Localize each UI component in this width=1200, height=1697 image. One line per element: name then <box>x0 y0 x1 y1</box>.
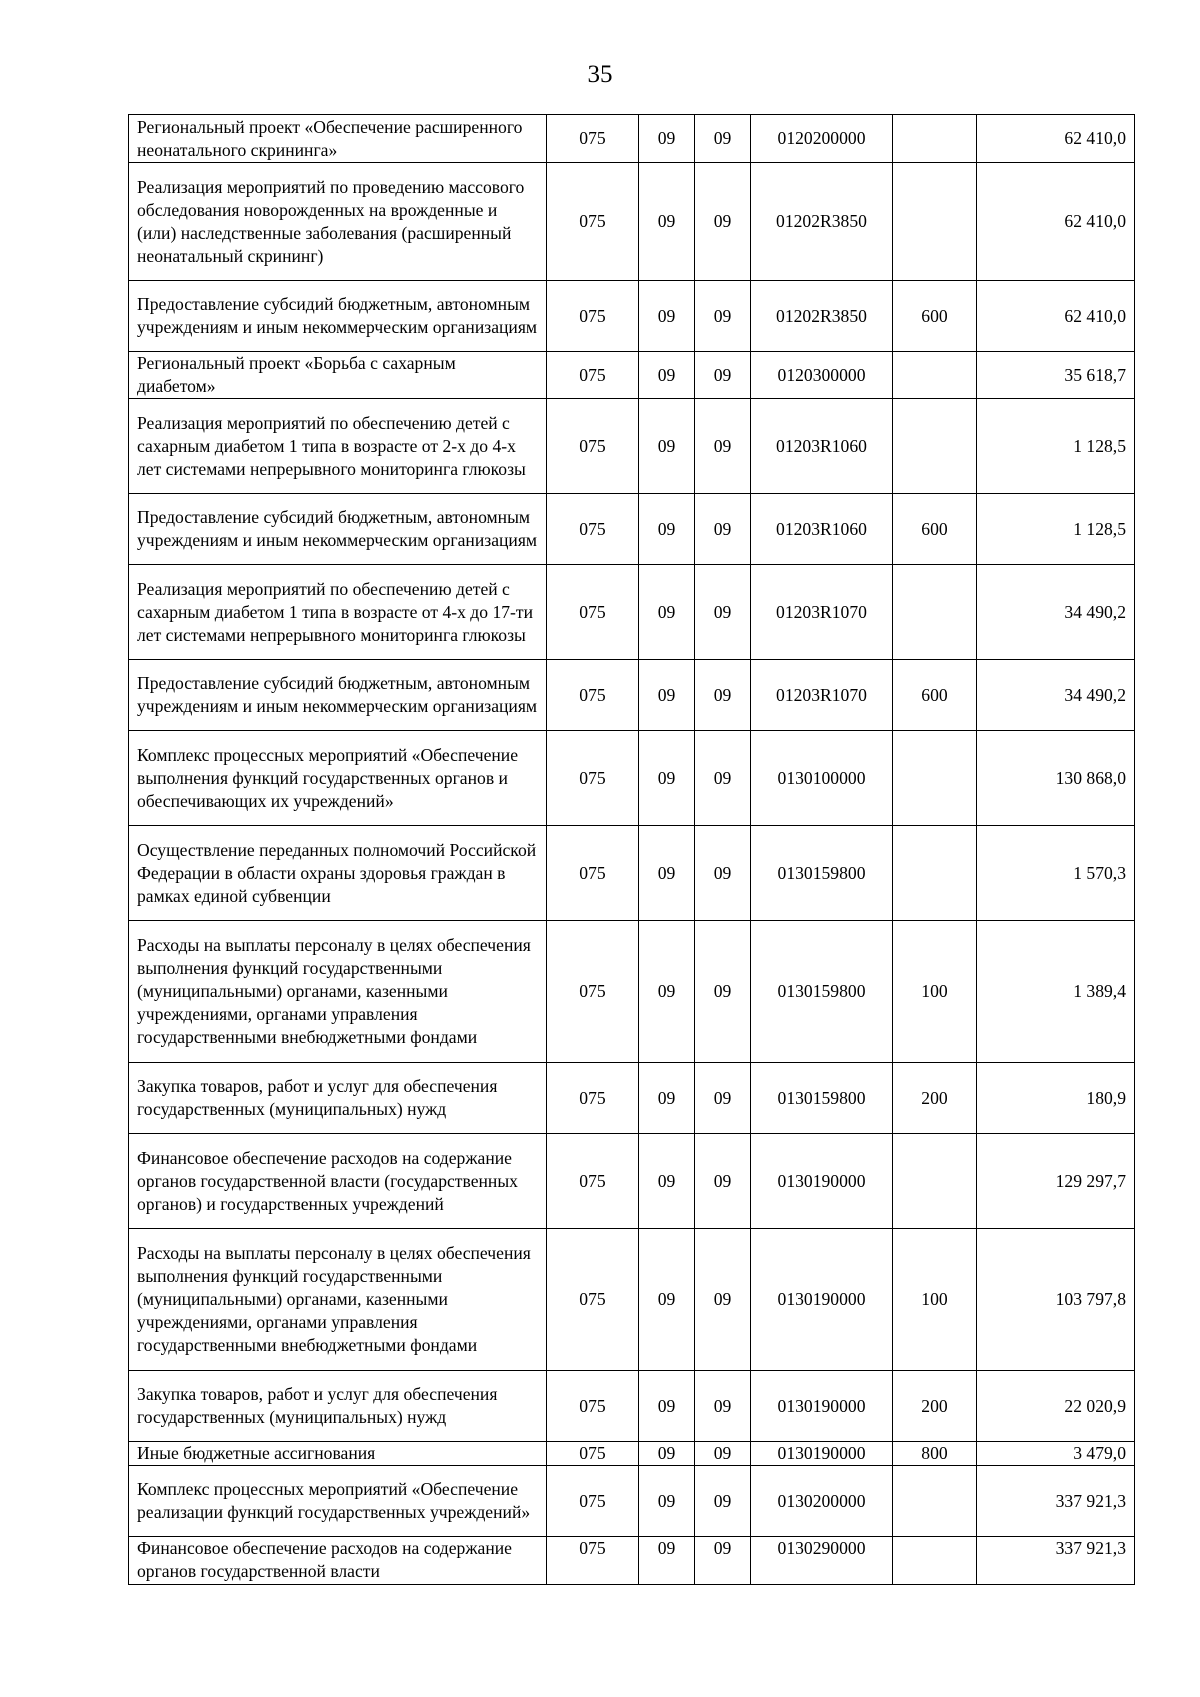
table-row <box>129 115 1135 163</box>
table-row <box>129 494 1135 565</box>
grbs-code-cell: 075 <box>547 1229 639 1371</box>
amount-cell: 103 797,8 <box>977 1229 1135 1371</box>
subsection-code-cell: 09 <box>695 281 751 352</box>
target-article-cell: 0120200000 <box>751 115 893 163</box>
grbs-code-cell: 075 <box>547 399 639 494</box>
expense-name-cell: Региональный проект «Борьба с сахарным диабетом» <box>129 352 547 399</box>
budget-table-body <box>129 115 1135 1585</box>
subsection-code-cell: 09 <box>695 1229 751 1371</box>
target-article-cell: 0130190000 <box>751 1442 893 1466</box>
expense-name-cell: Реализация мероприятий по обеспечению детей с сахарным диабетом 1 типа в возрасте от 4-х до 17-ти лет системами непрерывного мониторинга глюкозы <box>129 565 547 660</box>
subsection-code-cell: 09 <box>695 1134 751 1229</box>
amount-cell: 1 128,5 <box>977 399 1135 494</box>
target-article-cell: 0130200000 <box>751 1466 893 1537</box>
expense-name-cell: Закупка товаров, работ и услуг для обеспечения государственных (муниципальных) нужд <box>129 1371 547 1442</box>
expense-name-cell: Реализация мероприятий по обеспечению детей с сахарным диабетом 1 типа в возрасте от 2-х до 4-х лет системами непрерывного мониторинга глюкозы <box>129 399 547 494</box>
target-article-cell: 0130100000 <box>751 731 893 826</box>
grbs-code-cell: 075 <box>547 1466 639 1537</box>
expense-name-cell: Осуществление переданных полномочий Российской Федерации в области охраны здоровья граждан в рамках единой субвенции <box>129 826 547 921</box>
table-row <box>129 1466 1135 1537</box>
expense-name-cell: Предоставление субсидий бюджетным, автономным учреждениям и иным некоммерческим организациям <box>129 281 547 352</box>
target-article-cell: 0130190000 <box>751 1134 893 1229</box>
expense-type-cell: 100 <box>893 921 977 1063</box>
section-code-cell: 09 <box>639 1063 695 1134</box>
subsection-code-cell: 09 <box>695 1371 751 1442</box>
grbs-code-cell: 075 <box>547 281 639 352</box>
subsection-code-cell: 09 <box>695 163 751 281</box>
expense-type-cell <box>893 826 977 921</box>
target-article-cell: 01203R1060 <box>751 399 893 494</box>
table-row <box>129 163 1135 281</box>
grbs-code-cell: 075 <box>547 352 639 399</box>
section-code-cell: 09 <box>639 352 695 399</box>
expense-name-cell: Реализация мероприятий по проведению массового обследования новорожденных на врожденные и (или) наследственные заболевания (расширенный неонатальный скрининг) <box>129 163 547 281</box>
section-code-cell: 09 <box>639 921 695 1063</box>
amount-cell: 62 410,0 <box>977 281 1135 352</box>
expense-name-cell: Комплекс процессных мероприятий «Обеспечение выполнения функций государственных органов и обеспечивающих их учреждений» <box>129 731 547 826</box>
table-row <box>129 921 1135 1063</box>
expense-name-cell: Комплекс процессных мероприятий «Обеспечение реализации функций государственных учреждений» <box>129 1466 547 1537</box>
grbs-code-cell: 075 <box>547 494 639 565</box>
subsection-code-cell: 09 <box>695 352 751 399</box>
section-code-cell: 09 <box>639 565 695 660</box>
table-row <box>129 281 1135 352</box>
subsection-code-cell: 09 <box>695 399 751 494</box>
expense-name-cell: Закупка товаров, работ и услуг для обеспечения государственных (муниципальных) нужд <box>129 1063 547 1134</box>
amount-cell: 130 868,0 <box>977 731 1135 826</box>
subsection-code-cell: 09 <box>695 826 751 921</box>
grbs-code-cell: 075 <box>547 115 639 163</box>
section-code-cell: 09 <box>639 660 695 731</box>
target-article-cell: 01203R1060 <box>751 494 893 565</box>
subsection-code-cell: 09 <box>695 494 751 565</box>
grbs-code-cell: 075 <box>547 1371 639 1442</box>
expense-type-cell <box>893 731 977 826</box>
table-row <box>129 1063 1135 1134</box>
table-row <box>129 660 1135 731</box>
table-row <box>129 565 1135 660</box>
table-row <box>129 826 1135 921</box>
target-article-cell: 0130290000 <box>751 1537 893 1585</box>
expense-name-cell: Финансовое обеспечение расходов на содержание органов государственной власти (государственных органов) и государственных учреждений <box>129 1134 547 1229</box>
table-row <box>129 1229 1135 1371</box>
amount-cell: 129 297,7 <box>977 1134 1135 1229</box>
amount-cell: 1 570,3 <box>977 826 1135 921</box>
target-article-cell: 0130190000 <box>751 1229 893 1371</box>
subsection-code-cell: 09 <box>695 565 751 660</box>
expense-name-cell: Предоставление субсидий бюджетным, автономным учреждениям и иным некоммерческим организациям <box>129 660 547 731</box>
expense-name-cell: Иные бюджетные ассигнования <box>129 1442 547 1466</box>
expense-type-cell <box>893 352 977 399</box>
expense-name-cell: Финансовое обеспечение расходов на содержание органов государственной власти <box>129 1537 547 1585</box>
target-article-cell: 0130190000 <box>751 1371 893 1442</box>
target-article-cell: 0130159800 <box>751 921 893 1063</box>
subsection-code-cell: 09 <box>695 1442 751 1466</box>
section-code-cell: 09 <box>639 1442 695 1466</box>
section-code-cell: 09 <box>639 1371 695 1442</box>
section-code-cell: 09 <box>639 1134 695 1229</box>
section-code-cell: 09 <box>639 494 695 565</box>
section-code-cell: 09 <box>639 1466 695 1537</box>
grbs-code-cell: 075 <box>547 921 639 1063</box>
amount-cell: 34 490,2 <box>977 660 1135 731</box>
grbs-code-cell: 075 <box>547 826 639 921</box>
expense-type-cell: 200 <box>893 1371 977 1442</box>
amount-cell: 1 389,4 <box>977 921 1135 1063</box>
amount-cell: 337 921,3 <box>977 1537 1135 1585</box>
expense-type-cell <box>893 1466 977 1537</box>
expense-type-cell <box>893 399 977 494</box>
expense-type-cell: 600 <box>893 494 977 565</box>
subsection-code-cell: 09 <box>695 1466 751 1537</box>
amount-cell: 180,9 <box>977 1063 1135 1134</box>
section-code-cell: 09 <box>639 1229 695 1371</box>
budget-table <box>128 114 1135 1585</box>
subsection-code-cell: 09 <box>695 115 751 163</box>
section-code-cell: 09 <box>639 826 695 921</box>
expense-name-cell: Региональный проект «Обеспечение расширенного неонатального скрининга» <box>129 115 547 163</box>
expense-name-cell: Расходы на выплаты персоналу в целях обеспечения выполнения функций государственными (муниципальными) органами, казенными учреждениями, органами управления государственными внебюджетными фондами <box>129 921 547 1063</box>
page-number: 35 <box>587 61 613 88</box>
expense-type-cell: 600 <box>893 281 977 352</box>
grbs-code-cell: 075 <box>547 1537 639 1585</box>
section-code-cell: 09 <box>639 399 695 494</box>
grbs-code-cell: 075 <box>547 660 639 731</box>
subsection-code-cell: 09 <box>695 921 751 1063</box>
expense-type-cell: 200 <box>893 1063 977 1134</box>
target-article-cell: 01203R1070 <box>751 660 893 731</box>
section-code-cell: 09 <box>639 115 695 163</box>
table-row <box>129 1371 1135 1442</box>
grbs-code-cell: 075 <box>547 731 639 826</box>
target-article-cell: 0120300000 <box>751 352 893 399</box>
amount-cell: 62 410,0 <box>977 163 1135 281</box>
grbs-code-cell: 075 <box>547 565 639 660</box>
expense-name-cell: Расходы на выплаты персоналу в целях обеспечения выполнения функций государственными (муниципальными) органами, казенными учреждениями, органами управления государственными внебюджетными фондами <box>129 1229 547 1371</box>
table-row <box>129 399 1135 494</box>
grbs-code-cell: 075 <box>547 1063 639 1134</box>
amount-cell: 3 479,0 <box>977 1442 1135 1466</box>
amount-cell: 337 921,3 <box>977 1466 1135 1537</box>
amount-cell: 22 020,9 <box>977 1371 1135 1442</box>
grbs-code-cell: 075 <box>547 163 639 281</box>
expense-type-cell <box>893 1537 977 1585</box>
section-code-cell: 09 <box>639 1537 695 1585</box>
target-article-cell: 01202R3850 <box>751 281 893 352</box>
expense-type-cell <box>893 115 977 163</box>
expense-name-cell: Предоставление субсидий бюджетным, автономным учреждениям и иным некоммерческим организациям <box>129 494 547 565</box>
table-row <box>129 1537 1135 1585</box>
amount-cell: 34 490,2 <box>977 565 1135 660</box>
table-row <box>129 1134 1135 1229</box>
subsection-code-cell: 09 <box>695 731 751 826</box>
target-article-cell: 0130159800 <box>751 1063 893 1134</box>
amount-cell: 62 410,0 <box>977 115 1135 163</box>
table-row <box>129 1442 1135 1466</box>
expense-type-cell: 100 <box>893 1229 977 1371</box>
amount-cell: 35 618,7 <box>977 352 1135 399</box>
amount-cell: 1 128,5 <box>977 494 1135 565</box>
grbs-code-cell: 075 <box>547 1442 639 1466</box>
expense-type-cell <box>893 565 977 660</box>
expense-type-cell: 800 <box>893 1442 977 1466</box>
section-code-cell: 09 <box>639 731 695 826</box>
expense-type-cell <box>893 1134 977 1229</box>
expense-type-cell <box>893 163 977 281</box>
target-article-cell: 01203R1070 <box>751 565 893 660</box>
subsection-code-cell: 09 <box>695 660 751 731</box>
section-code-cell: 09 <box>639 163 695 281</box>
subsection-code-cell: 09 <box>695 1537 751 1585</box>
section-code-cell: 09 <box>639 281 695 352</box>
target-article-cell: 0130159800 <box>751 826 893 921</box>
grbs-code-cell: 075 <box>547 1134 639 1229</box>
subsection-code-cell: 09 <box>695 1063 751 1134</box>
target-article-cell: 01202R3850 <box>751 163 893 281</box>
expense-type-cell: 600 <box>893 660 977 731</box>
table-row <box>129 352 1135 399</box>
table-row <box>129 731 1135 826</box>
